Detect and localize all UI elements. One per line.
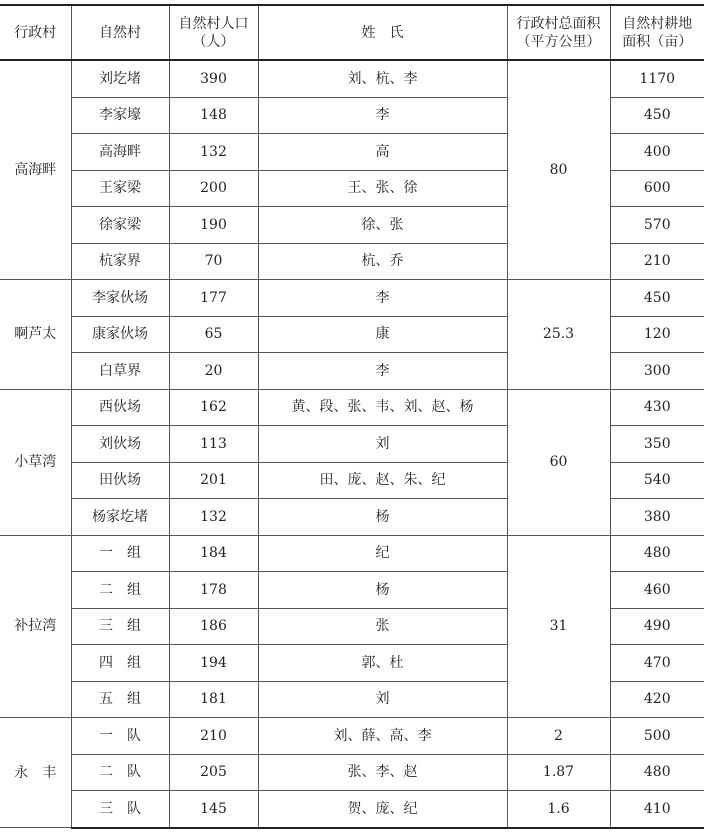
total-area-cell: 60 — [507, 389, 610, 535]
header-population-line1: 自然村人口 — [178, 15, 249, 32]
farmland-cell: 210 — [610, 243, 704, 280]
farmland-cell: 120 — [610, 316, 704, 353]
farmland-cell: 540 — [610, 462, 704, 499]
population-cell: 184 — [169, 535, 258, 572]
surnames-cell: 杨 — [258, 572, 507, 609]
natural-village-cell: 田伙场 — [71, 462, 169, 499]
admin-village-cell: 啊芦太 — [0, 280, 71, 390]
village-table — [0, 4, 704, 829]
farmland-cell: 380 — [610, 499, 704, 536]
natural-village-cell: 康家伙场 — [71, 316, 169, 353]
natural-village-cell: 一 队 — [71, 718, 169, 755]
surnames-cell: 杨 — [258, 499, 507, 536]
surnames-cell: 郭、杜 — [258, 645, 507, 682]
surnames-cell: 高 — [258, 134, 507, 171]
population-cell: 190 — [169, 207, 258, 244]
total-area-cell: 80 — [507, 60, 610, 280]
population-cell: 186 — [169, 608, 258, 645]
total-area-cell: 1.6 — [507, 791, 610, 828]
population-cell: 132 — [169, 499, 258, 536]
admin-village-cell: 高海畔 — [0, 60, 71, 280]
surnames-cell: 张、李、赵 — [258, 754, 507, 791]
population-cell: 20 — [169, 353, 258, 390]
surnames-cell: 刘、薛、高、李 — [258, 718, 507, 755]
farmland-cell: 600 — [610, 170, 704, 207]
farmland-cell: 490 — [610, 608, 704, 645]
farmland-cell: 410 — [610, 791, 704, 828]
farmland-cell: 450 — [610, 97, 704, 134]
header-farmland — [610, 5, 704, 60]
header-farmland-line2: 面积（亩） — [622, 33, 693, 50]
header-total-area-line2: （平方公里） — [516, 33, 601, 50]
header-population-line2: （人） — [192, 33, 235, 50]
population-cell: 148 — [169, 97, 258, 134]
total-area-cell: 25.3 — [507, 280, 610, 390]
natural-village-cell: 三 组 — [71, 608, 169, 645]
natural-village-cell: 二 队 — [71, 754, 169, 791]
population-cell: 201 — [169, 462, 258, 499]
surnames-cell: 李 — [258, 97, 507, 134]
natural-village-cell: 五 组 — [71, 681, 169, 718]
farmland-cell: 450 — [610, 280, 704, 317]
natural-village-cell: 王家梁 — [71, 170, 169, 207]
table-row — [0, 60, 704, 97]
natural-village-cell: 二 组 — [71, 572, 169, 609]
table-body — [0, 60, 704, 828]
admin-village-cell: 小草湾 — [0, 389, 71, 535]
surnames-cell: 杭、乔 — [258, 243, 507, 280]
natural-village-cell: 杭家界 — [71, 243, 169, 280]
header-row — [0, 5, 704, 60]
header-surnames: 姓 氏 — [258, 5, 507, 60]
population-cell: 181 — [169, 681, 258, 718]
header-population — [169, 5, 258, 60]
surnames-cell: 刘 — [258, 681, 507, 718]
natural-village-cell: 一 组 — [71, 535, 169, 572]
surnames-cell: 李 — [258, 280, 507, 317]
farmland-cell: 500 — [610, 718, 704, 755]
population-cell: 113 — [169, 426, 258, 463]
surnames-cell: 黄、段、张、韦、刘、赵、杨 — [258, 389, 507, 426]
total-area-cell: 31 — [507, 535, 610, 718]
natural-village-cell: 杨家圪堵 — [71, 499, 169, 536]
farmland-cell: 570 — [610, 207, 704, 244]
surnames-cell: 王、张、徐 — [258, 170, 507, 207]
natural-village-cell: 李家壕 — [71, 97, 169, 134]
farmland-cell: 430 — [610, 389, 704, 426]
population-cell: 145 — [169, 791, 258, 828]
population-cell: 132 — [169, 134, 258, 171]
farmland-cell: 1170 — [610, 60, 704, 97]
population-cell: 200 — [169, 170, 258, 207]
table-row — [0, 791, 704, 828]
natural-village-cell: 白草界 — [71, 353, 169, 390]
surnames-cell: 康 — [258, 316, 507, 353]
natural-village-cell: 三 队 — [71, 791, 169, 828]
surnames-cell: 贺、庞、纪 — [258, 791, 507, 828]
table-row — [0, 280, 704, 317]
surnames-cell: 张 — [258, 608, 507, 645]
natural-village-cell: 徐家梁 — [71, 207, 169, 244]
natural-village-cell: 刘伙场 — [71, 426, 169, 463]
header-farmland-line1: 自然村耕地 — [622, 15, 693, 32]
farmland-cell: 400 — [610, 134, 704, 171]
population-cell: 162 — [169, 389, 258, 426]
table-row — [0, 754, 704, 791]
admin-village-cell: 永 丰 — [0, 718, 71, 828]
admin-village-cell: 补拉湾 — [0, 535, 71, 718]
header-admin-village: 行政村 — [0, 5, 71, 60]
population-cell: 205 — [169, 754, 258, 791]
table-row — [0, 535, 704, 572]
population-cell: 177 — [169, 280, 258, 317]
natural-village-cell: 西伙场 — [71, 389, 169, 426]
surnames-cell: 田、庞、赵、朱、纪 — [258, 462, 507, 499]
natural-village-cell: 李家伙场 — [71, 280, 169, 317]
population-cell: 65 — [169, 316, 258, 353]
natural-village-cell: 四 组 — [71, 645, 169, 682]
farmland-cell: 350 — [610, 426, 704, 463]
header-natural-village: 自然村 — [71, 5, 169, 60]
surnames-cell: 李 — [258, 353, 507, 390]
population-cell: 390 — [169, 60, 258, 97]
header-total-area — [507, 5, 610, 60]
header-total-area-line1: 行政村总面积 — [516, 15, 601, 32]
surnames-cell: 徐、张 — [258, 207, 507, 244]
farmland-cell: 300 — [610, 353, 704, 390]
population-cell: 210 — [169, 718, 258, 755]
farmland-cell: 480 — [610, 754, 704, 791]
farmland-cell: 480 — [610, 535, 704, 572]
natural-village-cell: 高海畔 — [71, 134, 169, 171]
farmland-cell: 470 — [610, 645, 704, 682]
population-cell: 70 — [169, 243, 258, 280]
farmland-cell: 460 — [610, 572, 704, 609]
table-row — [0, 718, 704, 755]
population-cell: 194 — [169, 645, 258, 682]
population-cell: 178 — [169, 572, 258, 609]
surnames-cell: 纪 — [258, 535, 507, 572]
farmland-cell: 420 — [610, 681, 704, 718]
natural-village-cell: 刘圪堵 — [71, 60, 169, 97]
total-area-cell: 1.87 — [507, 754, 610, 791]
surnames-cell: 刘 — [258, 426, 507, 463]
surnames-cell: 刘、杭、李 — [258, 60, 507, 97]
table-row — [0, 389, 704, 426]
total-area-cell: 2 — [507, 718, 610, 755]
